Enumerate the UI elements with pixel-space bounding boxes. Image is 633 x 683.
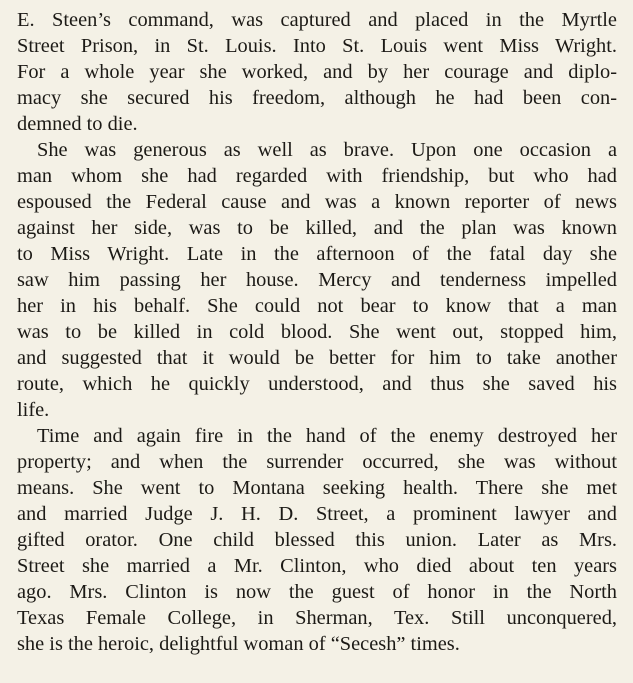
text-line: saw him passing her house. Mercy and tenderness impelled bbox=[17, 269, 617, 291]
text-line: Street she married a Mr. Clinton, who died about ten years bbox=[17, 555, 617, 577]
text-line: route, which he quickly understood, and thus she saved his bbox=[17, 373, 617, 395]
text-line: and married Judge J. H. D. Street, a prominent lawyer and bbox=[17, 503, 617, 525]
text-line: property; and when the surrender occurred, she was without bbox=[17, 451, 617, 473]
text-line: She was generous as well as brave. Upon one occasion a bbox=[37, 139, 617, 161]
text-line: Texas Female College, in Sherman, Tex. Still unconquered, bbox=[17, 607, 617, 629]
text-line: to Miss Wright. Late in the afternoon of the fatal day she bbox=[17, 243, 617, 265]
text-line: Time and again fire in the hand of the enemy destroyed her bbox=[37, 425, 617, 447]
text-line: Street Prison, in St. Louis. Into St. Louis went Miss Wright. bbox=[17, 35, 617, 57]
text-line: espoused the Federal cause and was a known reporter of news bbox=[17, 191, 617, 213]
text-line: life. bbox=[17, 399, 50, 421]
text-line: and suggested that it would be better for him to take another bbox=[17, 347, 617, 369]
text-line: was to be killed in cold blood. She went out, stopped him, bbox=[17, 321, 617, 343]
text-line: For a whole year she worked, and by her courage and diplo- bbox=[17, 61, 617, 83]
text-line: demned to die. bbox=[17, 113, 138, 135]
text-line: man whom she had regarded with friendship, but who had bbox=[17, 165, 617, 187]
text-line: her in his behalf. She could not bear to know that a man bbox=[17, 295, 617, 317]
paragraph bbox=[17, 137, 617, 423]
text-line: E. Steen’s command, was captured and placed in the Myrtle bbox=[17, 9, 617, 31]
paragraph bbox=[17, 423, 617, 657]
paragraph bbox=[17, 7, 617, 137]
text-line: macy she secured his freedom, although he had been con- bbox=[17, 87, 617, 109]
text-line: gifted orator. One child blessed this union. Later as Mrs. bbox=[17, 529, 617, 551]
text-line: she is the heroic, delightful woman of “Secesh” times. bbox=[17, 633, 460, 655]
text-line: ago. Mrs. Clinton is now the guest of honor in the North bbox=[17, 581, 617, 603]
text-line: against her side, was to be killed, and the plan was known bbox=[17, 217, 617, 239]
text-line: means. She went to Montana seeking health. There she met bbox=[17, 477, 617, 499]
